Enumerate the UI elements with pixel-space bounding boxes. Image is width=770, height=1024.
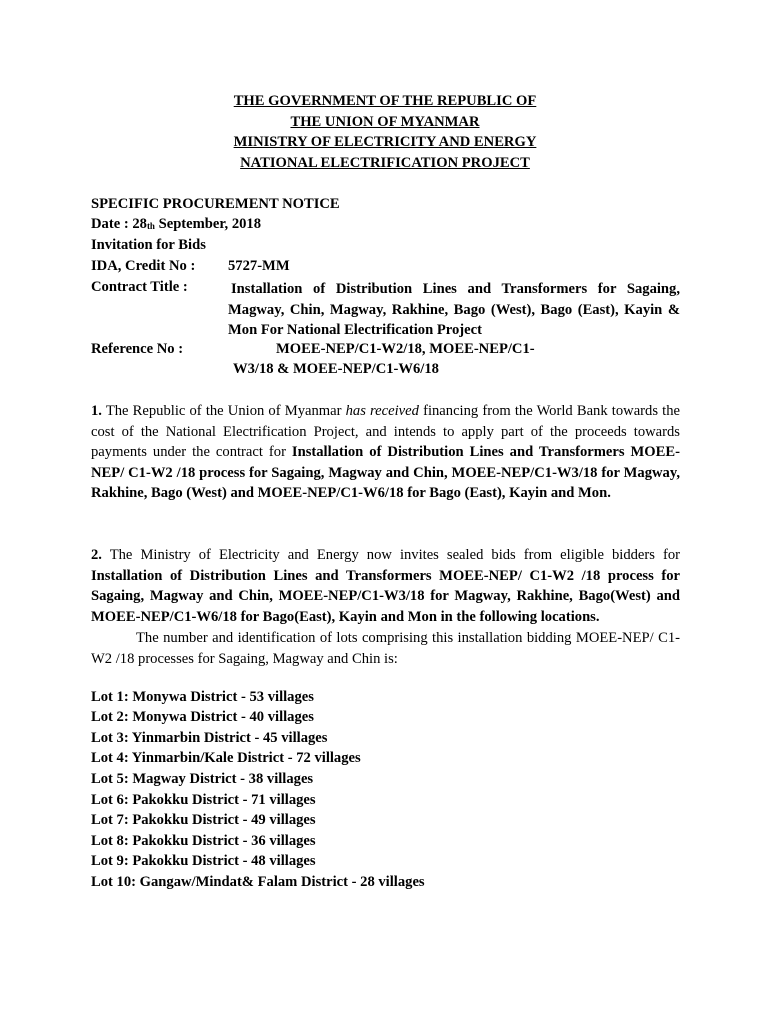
lot-item: Lot 3: Yinmarbin District - 45 villages: [91, 730, 328, 746]
reference-line-2: W3/18 & MOEE-NEP/C1-W6/18: [233, 361, 439, 377]
ida-label: IDA, Credit No :: [91, 258, 196, 274]
paragraph-2: [91, 545, 680, 627]
paragraph-1-text-b: financing from the World Bank towards the cost of the National Electrification Project, and intends to apply part of the proceeds towards payments under the contract for: [91, 403, 680, 461]
lot-item: Lot 4: Yinmarbin/Kale District - 72 villages: [91, 750, 361, 766]
paragraph-2-number: 2.: [91, 547, 102, 563]
paragraph-2-bold: Installation of Distribution Lines and Transformers MOEE-NEP/ C1-W2 /18 process for Sagaing, Magway and Chin, MOEE-NEP/C1-W3/18 for Magway, Rakhine, Bago(West) and MOEE-NEP/C1-W6/18 for Bago(East), Kayin and Mon in the following locations.: [91, 567, 680, 625]
lot-item: Lot 6: Pakokku District - 71 villages: [91, 792, 316, 808]
paragraph-1-italic: has received: [345, 403, 419, 419]
contract-label: Contract Title :: [91, 279, 188, 295]
date-prefix: Date : 28: [91, 216, 147, 232]
ida-value: 5727-MM: [228, 258, 290, 274]
header-line-1: THE GOVERNMENT OF THE REPUBLIC OF: [233, 93, 537, 109]
reference-label: Reference No :: [91, 341, 184, 357]
paragraph-1-bold: Installation of Distribution Lines and Transformers MOEE-NEP/ C1-W2 /18 process for Sagaing, Magway and Chin, MOEE-NEP/C1-W3/18 for Magway, Rakhine, Bago (West) and MOEE-NEP/C1-W6/18 for Bago (East), Kayin and Mon.: [91, 444, 680, 502]
lot-item: Lot 2: Monywa District - 40 villages: [91, 709, 314, 725]
lot-item: Lot 5: Magway District - 38 villages: [91, 771, 314, 787]
paragraph-3: The number and identification of lots comprising this installation bidding MOEE-NEP/ C1-W2 /18 processes for Sagaing, Magway and Chin is:: [91, 630, 680, 667]
date-suffix: th: [146, 221, 155, 231]
paragraph-1-number: 1.: [91, 403, 102, 419]
header-line-2: THE UNION OF MYANMAR: [290, 114, 480, 130]
paragraph-1: [91, 401, 680, 504]
paragraph-2-text: The Ministry of Electricity and Energy now invites sealed bids from eligible bidders for: [101, 547, 680, 563]
notice-title: SPECIFIC PROCUREMENT NOTICE: [91, 196, 340, 212]
paragraph-1-text-a: The Republic of the Union of Myanmar: [101, 403, 346, 419]
lot-item: Lot 8: Pakokku District - 36 villages: [91, 833, 316, 849]
lot-item: Lot 9: Pakokku District - 48 villages: [91, 853, 316, 869]
date-rest: September, 2018: [154, 216, 262, 232]
lot-item: Lot 7: Pakokku District - 49 villages: [91, 812, 316, 828]
contract-value: Installation of Distribution Lines and Transformers for Sagaing, Magway, Chin, Magway, Rakhine, Bago (West), Bago (East), Kayin & Mon For National Electrification Project: [228, 281, 680, 339]
lot-item: Lot 1: Monywa District - 53 villages: [91, 689, 314, 705]
header-line-3: MINISTRY OF ELECTRICITY AND ENERGY: [233, 134, 537, 150]
notice-date: [91, 216, 261, 233]
header-line-4: NATIONAL ELECTRIFICATION PROJECT: [240, 155, 530, 171]
reference-line-1: MOEE-NEP/C1-W2/18, MOEE-NEP/C1-: [276, 341, 535, 357]
lot-item: Lot 10: Gangaw/Mindat& Falam District - 28 villages: [91, 874, 425, 890]
invitation-label: Invitation for Bids: [91, 237, 206, 253]
